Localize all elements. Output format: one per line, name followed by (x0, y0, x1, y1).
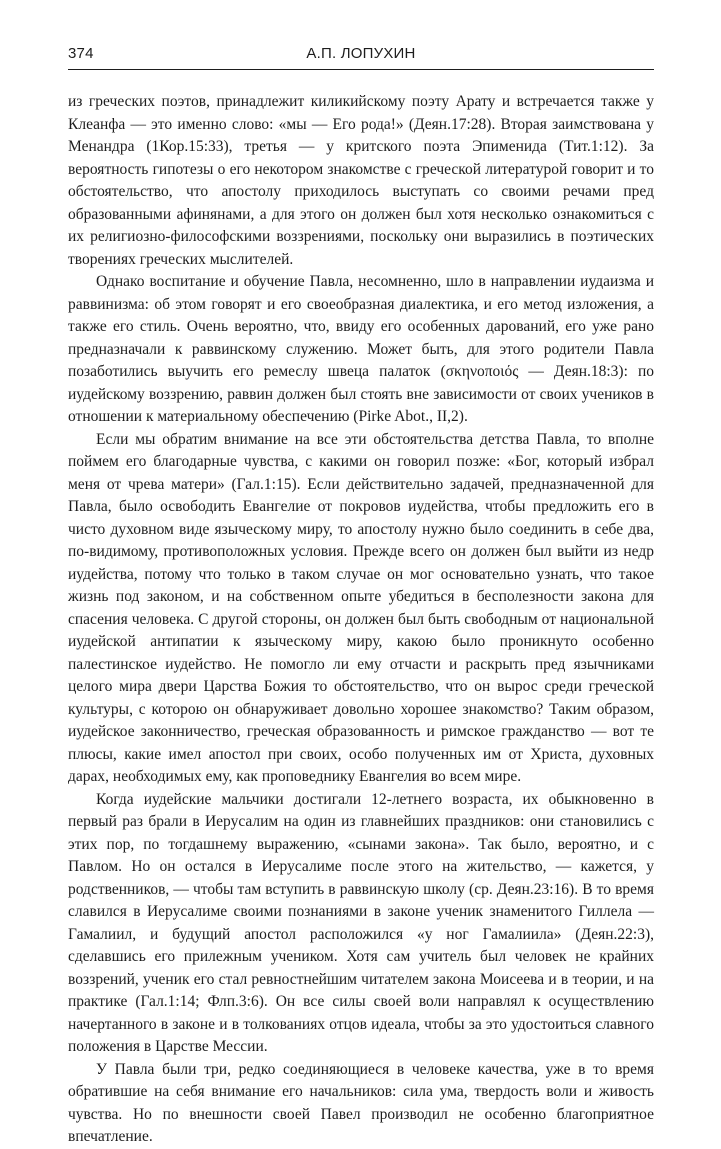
running-header (68, 45, 654, 70)
running-title: А.П. ЛОПУХИН (306, 45, 416, 62)
paragraph-upbringing: Однако воспитание и обучение Павла, несомненно, шло в направлении иудаизма и раввинизма: об этом говорят и его своеобразная диалектика, и его метод изложения, а также его стиль. Очень вероятно, что, ввиду его особенных дарований, его уже рано предназначали к раввинскому служению. Может быть, для этого родители Павла позаботились выучить его ремеслу швеца палаток (σκηνοποιός — Деян.18:3): по иудейскому воззрению, раввин должен был стоять вне зависимости от своих учеников в отношении к материальному обеспечению (Pirke Abot., II,2). (68, 273, 654, 425)
paragraph-continuation: из греческих поэтов, принадлежит киликийскому поэту Арату и встречается также у Клеанфа — это именно слово: «мы — Его рода!» (Деян.17:28). Вторая заимствована у Менандра (1Кор.15:33), третья — у критского поэта Эпименида (Тит.1:12). За вероятность гипотезы о его некотором знакомстве с греческой литературой говорит и то обстоятельство, что апостолу приходилось выступать со своими речами пред образованными афинянами, а для этого он должен был хотя несколько ознакомиться с их религиозно-философскими воззрениями, поскольку они выразились в поэтических творениях греческих мыслителей. (68, 93, 654, 268)
paragraph-childhood-circumstances: Если мы обратим внимание на все эти обстоятельства детства Павла, то вполне поймем его благодарные чувства, с какими он говорил позже: «Бог, который избрал меня от чрева матери» (Гал.1:15). Если действительно задачей, предназначенной для Павла, было освободить Евангелие от покровов иудейства, чтобы предложить его в чисто духовном виде языческому миру, то апостолу нужно было соединить в себе два, по-видимому, противоположных условия. Прежде всего он должен был выйти из недр иудейства, потому что только в таком случае он мог основательно узнать, что такое жизнь под законом, и на собственном опыте убедиться в бесполезности закона для спасения человека. С другой стороны, он должен был быть свободным от национальной иудейской антипатии к языческому миру, какою было проникнуто особенно палестинское иудейство. Не помогло ли ему отчасти и раскрыть пред язычниками целого мира двери Царства Божия то обстоятельство, что он вырос среди греческой культуры, с которою он обнаруживает довольно хорошее знакомство? Таким образом, иудейское законничество, греческая образованность и римское гражданство — вот те плюсы, какие имел апостол при своих, особо полученных им от Христа, духовных дарах, необходимых ему, как проповеднику Евангелия во всем мире. (68, 430, 654, 785)
book-page (68, 45, 654, 1149)
page-number: 374 (68, 45, 94, 62)
paragraph-jerusalem-school: Когда иудейские мальчики достигали 12-летнего возраста, их обыкновенно в первый раз брали в Иерусалим на один из главнейших праздников: они становились с этих пор, по тогдашнему выражению, «сынами закона». Так было, вероятно, и с Павлом. Но он остался в Иерусалиме после этого на жительство, — кажется, у родственников, — чтобы там вступить в раввинскую школу (ср. Деян.23:16). В то время славился в Иерусалиме своими познаниями в законе ученик знаменитого Гиллела — Гамалиил, и будущий апостол расположился «у ног Гамалиила» (Деян.22:3), сделавшись его прилежным учеником. Хотя сам учитель был человек не крайних воззрений, ученик его стал ревностнейшим читателем закона Моисеева и в теории, и на практике (Гал.1:14; Флп.3:6). Он все силы своей воли направлял к осуществлению начертанного в законе и в толкованиях отцов идеала, чтобы за это удостоиться славного положения в Царстве Мессии. (68, 790, 654, 1055)
body-text (68, 91, 654, 1149)
paragraph-qualities: У Павла были три, редко соединяющиеся в человеке качества, уже в то время обратившие на себя внимание его начальников: сила ума, твердость воли и живость чувства. Но по внешности своей Павел производил не особенно благоприятное впечатление. (68, 1060, 654, 1145)
